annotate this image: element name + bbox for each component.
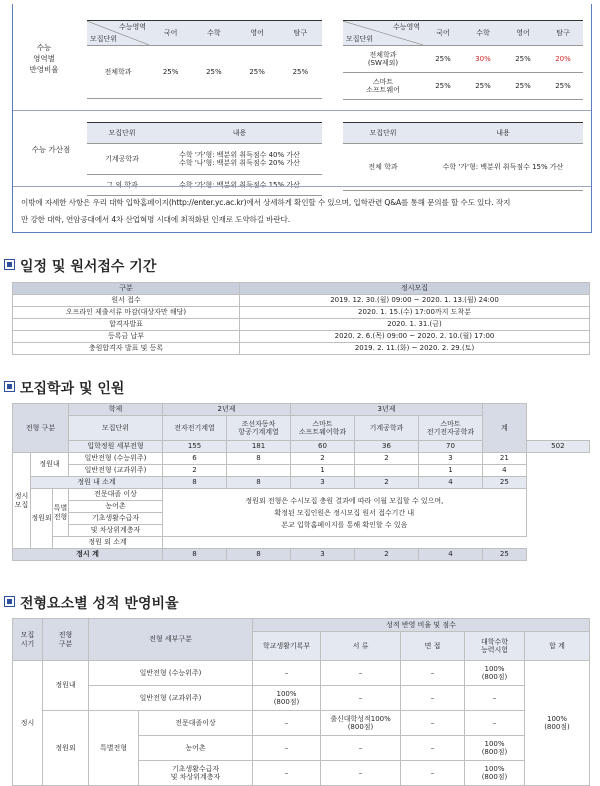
cell-value: 21 bbox=[483, 453, 527, 465]
head-interview bbox=[401, 632, 465, 661]
quota-value: 181 bbox=[227, 441, 291, 453]
cell-value: 25 bbox=[483, 549, 527, 561]
schedule-date: 2020. 1. 31.(금) bbox=[240, 319, 590, 331]
row-label bbox=[89, 686, 253, 711]
quota-label: 입학정원 세부전형 bbox=[69, 441, 163, 453]
cell-value: 25 bbox=[483, 477, 527, 489]
head-content: 내용 bbox=[423, 123, 583, 144]
cell-value: – bbox=[253, 661, 321, 686]
head-line: 전형 bbox=[58, 631, 73, 640]
dept-line: 스마트 bbox=[312, 419, 333, 428]
head-3yr: 3년제 bbox=[291, 404, 483, 416]
row-label: 및 차상위계층자 bbox=[69, 525, 163, 537]
corner-bottom-label: 모집단위 bbox=[90, 34, 118, 43]
row-label bbox=[343, 73, 423, 100]
cell-value: – bbox=[253, 711, 321, 736]
head-period bbox=[13, 619, 43, 661]
row-label-line: 소프트웨어 bbox=[366, 86, 400, 94]
notice-line: 만 강한 대학, 연암공대에서 4차 산업혁명 시대에 최적화된 인재로 도약하길 바란다. bbox=[21, 215, 290, 224]
row-label: 전문대졸 이상 bbox=[69, 489, 163, 501]
square-bullet-icon bbox=[4, 259, 15, 270]
ratio-value: 25% bbox=[236, 46, 279, 99]
cell-line: 100% bbox=[484, 739, 505, 748]
ratio-value: 25% bbox=[279, 46, 322, 99]
head-regular: 정시모집 bbox=[240, 283, 590, 295]
quota-value: 60 bbox=[291, 441, 355, 453]
corner-top-label: 수능영역 bbox=[392, 23, 420, 31]
dept-name bbox=[227, 416, 291, 441]
cell-value: – bbox=[253, 736, 321, 761]
head-category: 구분 bbox=[13, 283, 240, 295]
cell-value: 2 bbox=[291, 453, 355, 465]
cell-value bbox=[355, 465, 419, 477]
cell-value: – bbox=[401, 736, 465, 761]
note-line: 확정된 모집인원은 정시모집 원서 접수기간 내 bbox=[274, 508, 415, 517]
cell-line: (800점) bbox=[347, 723, 374, 731]
head-total: 계 bbox=[483, 404, 527, 453]
row-label: 기초생활수급자 bbox=[69, 513, 163, 525]
row-label: 그 외 학과 bbox=[87, 175, 157, 196]
head-ratio: 성적 반영 비율 및 점수 bbox=[253, 619, 590, 632]
corner-cell bbox=[87, 21, 149, 46]
cell-line: 100% bbox=[276, 689, 297, 698]
head-2yr: 2년제 bbox=[163, 404, 291, 416]
bonus-line: 수학 '가'형: 백분위 취득점수 40% 가산 bbox=[179, 150, 300, 159]
bonus-content bbox=[157, 144, 322, 175]
ratio-value: 25% bbox=[503, 46, 543, 73]
note-line: 정원외 전형은 수시모집 충원 결과에 따라 이월 모집할 수 있으며, bbox=[245, 496, 444, 505]
corner-top-label: 수능영역 bbox=[118, 23, 146, 31]
quota-table bbox=[12, 403, 590, 561]
row-line: 일반전형 (수능위주) bbox=[139, 668, 202, 677]
quota-value: 70 bbox=[419, 441, 483, 453]
row-label bbox=[139, 761, 253, 786]
admission-info-box bbox=[12, 4, 592, 233]
cell-value: – bbox=[401, 711, 465, 736]
head-csat bbox=[465, 632, 525, 661]
head-unit: 모집단위 bbox=[87, 123, 157, 144]
head-detail: 전형 세부구분 bbox=[89, 619, 253, 661]
jeongsi-label bbox=[13, 453, 31, 549]
special-label: 특별전형 bbox=[89, 711, 139, 786]
dept-line: 전기전자공학과 bbox=[426, 428, 475, 436]
col-inquiry: 탐구 bbox=[279, 21, 322, 46]
cell-value: 4 bbox=[419, 549, 483, 561]
corner-bottom-label: 모집단위 bbox=[346, 34, 374, 43]
head-unit: 모집단위 bbox=[343, 123, 423, 144]
head-total: 합 계 bbox=[525, 632, 590, 661]
head-line: 학교생활기록부 bbox=[262, 641, 311, 650]
col-korean: 국어 bbox=[423, 21, 463, 46]
corner-cell bbox=[343, 21, 423, 46]
row-label-line: 스마트 bbox=[372, 77, 394, 86]
head-line: 모집 bbox=[20, 631, 35, 640]
schedule-item: 충원합격자 발표 및 등록 bbox=[13, 343, 240, 355]
divider bbox=[13, 110, 591, 111]
cell-value: 2 bbox=[355, 549, 419, 561]
cell-value: – bbox=[321, 736, 401, 761]
square-bullet-icon bbox=[4, 381, 15, 392]
score-ratio-table bbox=[12, 618, 590, 786]
row-label bbox=[139, 711, 253, 736]
schedule-table bbox=[12, 282, 590, 355]
schedule-date: 2020. 2. 6.(목) 09:00 ~ 2020. 2. 10.(월) 17:00 bbox=[240, 331, 590, 343]
row-label: 전체학과 bbox=[87, 46, 149, 99]
cell-value bbox=[253, 686, 321, 711]
quota-value: 36 bbox=[355, 441, 419, 453]
cell-line: 100% bbox=[484, 664, 505, 673]
cell-line: 100% bbox=[484, 764, 505, 773]
cell-value: 8 bbox=[163, 549, 227, 561]
ratio-value: 25% bbox=[543, 73, 583, 100]
section-title-text: 전형요소별 성적 반영비율 bbox=[20, 596, 179, 612]
cell-value: 4 bbox=[419, 477, 483, 489]
out-quota-label: 정원외 bbox=[43, 711, 89, 786]
cell-value: 3 bbox=[291, 549, 355, 561]
cell-value bbox=[465, 661, 525, 686]
dept-name bbox=[419, 416, 483, 441]
special-line: 특별 bbox=[53, 504, 68, 513]
cell-line: 100% bbox=[546, 714, 567, 723]
ratio-table-all bbox=[87, 20, 322, 99]
cell-value: 2 bbox=[355, 453, 419, 465]
quota-value: 502 bbox=[526, 441, 589, 453]
out-quota-note bbox=[163, 489, 527, 537]
cell-value: 8 bbox=[227, 549, 291, 561]
ratio-value: 25% bbox=[463, 73, 503, 100]
ratio-value-highlight: 30% bbox=[463, 46, 503, 73]
out-quota-label: 정원외 bbox=[31, 489, 53, 549]
schedule-date: 2020. 1. 15.(수) 17:00까지 도착분 bbox=[240, 307, 590, 319]
col-english: 영어 bbox=[503, 21, 543, 46]
ratio-label bbox=[21, 42, 67, 75]
cell-line: (800점) bbox=[273, 698, 300, 706]
row-line: 일반전형 (교과위주) bbox=[139, 693, 202, 702]
cell-value: 3 bbox=[419, 453, 483, 465]
bonus-line: 수학 '가'형: 백분위 취득점수 15% 가산 bbox=[157, 175, 322, 196]
special-line: 전형 bbox=[53, 512, 68, 521]
schedule-item: 오프라인 제출서류 마감(대상자만 해당) bbox=[13, 307, 240, 319]
dept-name bbox=[355, 416, 419, 441]
section-title-schedule bbox=[4, 256, 156, 276]
bonus-table-dept bbox=[87, 122, 322, 196]
cell-value: 1 bbox=[419, 465, 483, 477]
row-label: 일반전형 (교과위주) bbox=[69, 465, 163, 477]
cell-line: (800점) bbox=[481, 748, 508, 756]
row-label: 전체 학과 bbox=[343, 144, 423, 191]
note-line: 본교 입학홈페이지를 통해 확인할 수 있음 bbox=[281, 520, 408, 529]
col-inquiry: 탐구 bbox=[543, 21, 583, 46]
cell-value: 1 bbox=[291, 465, 355, 477]
head-line: 구분 bbox=[58, 639, 73, 648]
cell-value: 4 bbox=[483, 465, 527, 477]
jeongsi-line: 모집 bbox=[14, 500, 29, 509]
cell-line: (800점) bbox=[544, 723, 570, 731]
schedule-item: 원서 접수 bbox=[13, 295, 240, 307]
cell-value: – bbox=[321, 686, 401, 711]
cell-value: – bbox=[401, 661, 465, 686]
section-title-text: 모집학과 및 인원 bbox=[20, 381, 125, 397]
dept-line: 소프트웨어학과 bbox=[298, 428, 347, 436]
head-line: 시기 bbox=[20, 639, 35, 648]
ratio-label-line: 수능 bbox=[36, 43, 52, 52]
head-content: 내용 bbox=[157, 123, 322, 144]
head-school-record bbox=[253, 632, 321, 661]
grand-total-label: 정시 계 bbox=[13, 549, 163, 561]
jeongsi-line: 정시 bbox=[14, 492, 29, 501]
row-label: 일반전형 (수능위주) bbox=[69, 453, 163, 465]
cell-value bbox=[465, 736, 525, 761]
head-line: 면 접 bbox=[424, 641, 441, 650]
col-math: 수학 bbox=[192, 21, 235, 46]
quota-value: 155 bbox=[163, 441, 227, 453]
col-math: 수학 bbox=[463, 21, 503, 46]
cell-value: – bbox=[401, 761, 465, 786]
bonus-line: 수학 '나'형: 백분위 취득점수 20% 가산 bbox=[179, 159, 300, 167]
head-school: 학제 bbox=[69, 404, 163, 416]
cell-value: – bbox=[321, 761, 401, 786]
cell-value: 8 bbox=[163, 477, 227, 489]
cell-value: 6 bbox=[163, 453, 227, 465]
ratio-label-line: 반영비율 bbox=[29, 65, 59, 74]
cell-value bbox=[321, 711, 401, 736]
dept-line: 항공기계계열 bbox=[238, 428, 279, 436]
dept-name bbox=[163, 416, 227, 441]
row-line: 기초생활수급자 bbox=[171, 764, 220, 773]
dept-line: 스마트 bbox=[440, 419, 461, 428]
dept-line: 전자전기계열 bbox=[174, 423, 215, 432]
in-quota-label: 정원내 bbox=[31, 453, 69, 477]
special-label bbox=[53, 489, 69, 537]
ratio-value: 25% bbox=[503, 73, 543, 100]
bonus-table-all bbox=[343, 122, 583, 191]
section-title-ratio bbox=[4, 593, 179, 613]
bonus-label: 수능 가산점 bbox=[31, 145, 71, 154]
ratio-value-highlight: 20% bbox=[543, 46, 583, 73]
cell-value: 3 bbox=[291, 477, 355, 489]
ratio-value: 25% bbox=[149, 46, 192, 99]
row-label-line: 전체학과 bbox=[369, 50, 397, 59]
row-line: 및 차상위계층자 bbox=[170, 773, 221, 781]
dept-line: 조선자동차 bbox=[241, 419, 276, 428]
row-line: 전문대졸이상 bbox=[175, 718, 216, 727]
divider bbox=[13, 186, 591, 187]
cell-value: – bbox=[253, 761, 321, 786]
cell-value: 8 bbox=[227, 477, 291, 489]
schedule-date: 2019. 2. 11.(화) ~ 2020. 2. 29.(토) bbox=[240, 343, 590, 355]
head-unit: 모집단위 bbox=[69, 416, 163, 441]
out-subtotal-label: 정원 외 소계 bbox=[53, 537, 163, 549]
notice-text bbox=[21, 194, 587, 228]
bonus-content: 수학 '가'형: 백분위 취득점수 15% 가산 bbox=[423, 144, 583, 191]
head-documents bbox=[321, 632, 401, 661]
cell-value bbox=[227, 465, 291, 477]
square-bullet-icon bbox=[4, 596, 15, 607]
cell-line: 출신대학성적100% bbox=[330, 714, 391, 723]
head-line: 서 류 bbox=[352, 641, 369, 650]
cell-line: (800점) bbox=[481, 673, 508, 681]
cell-value: – bbox=[465, 686, 525, 711]
ratio-value: 25% bbox=[423, 46, 463, 73]
notice-line: 이밖에 자세한 사항은 우리 대학 입학홈페이지(http://enter.yc.ac.kr)에서 상세하게 확인할 수 있으며, 입학관련 Q&A를 통해 문의를 할 수도 있다. 작지 bbox=[21, 198, 511, 207]
row-label bbox=[343, 46, 423, 73]
cell-value: 2 bbox=[355, 477, 419, 489]
head-selection: 전형 구분 bbox=[13, 404, 69, 453]
head-line: 능력시험 bbox=[480, 646, 509, 654]
row-label: 농어촌 bbox=[69, 501, 163, 513]
dept-name bbox=[291, 416, 355, 441]
row-label bbox=[89, 661, 253, 686]
head-line: 대학수학 bbox=[480, 637, 509, 646]
cell-line: (800점) bbox=[481, 773, 508, 781]
col-korean: 국어 bbox=[149, 21, 192, 46]
total-value bbox=[525, 661, 590, 786]
row-label: 기계공학과 bbox=[87, 144, 157, 175]
ratio-value: 25% bbox=[192, 46, 235, 99]
cell-value: – bbox=[401, 686, 465, 711]
cell-value bbox=[465, 761, 525, 786]
section-title-text: 일정 및 원서접수 기간 bbox=[20, 259, 157, 275]
cell-value: – bbox=[321, 661, 401, 686]
section-title-quota bbox=[4, 378, 124, 398]
ratio-table-dept bbox=[343, 20, 583, 100]
schedule-date: 2019. 12. 30.(월) 09:00 ~ 2020. 1. 13.(월) 24:00 bbox=[240, 295, 590, 307]
ratio-value: 25% bbox=[423, 73, 463, 100]
head-type bbox=[43, 619, 89, 661]
dept-line: 기계공학과 bbox=[369, 423, 404, 432]
col-english: 영어 bbox=[236, 21, 279, 46]
schedule-item: 합격자발표 bbox=[13, 319, 240, 331]
row-label bbox=[139, 736, 253, 761]
cell-value: – bbox=[465, 711, 525, 736]
row-line: 농어촌 bbox=[185, 743, 206, 752]
schedule-item: 등록금 납부 bbox=[13, 331, 240, 343]
cell-value: 2 bbox=[163, 465, 227, 477]
ratio-label-line: 영역별 bbox=[33, 54, 55, 63]
in-subtotal-label: 정원 내 소계 bbox=[31, 477, 163, 489]
in-quota-label: 정원내 bbox=[43, 661, 89, 711]
period-label: 정시 bbox=[13, 661, 43, 786]
cell-value: 8 bbox=[227, 453, 291, 465]
row-label-line: (SW제외) bbox=[367, 59, 399, 67]
